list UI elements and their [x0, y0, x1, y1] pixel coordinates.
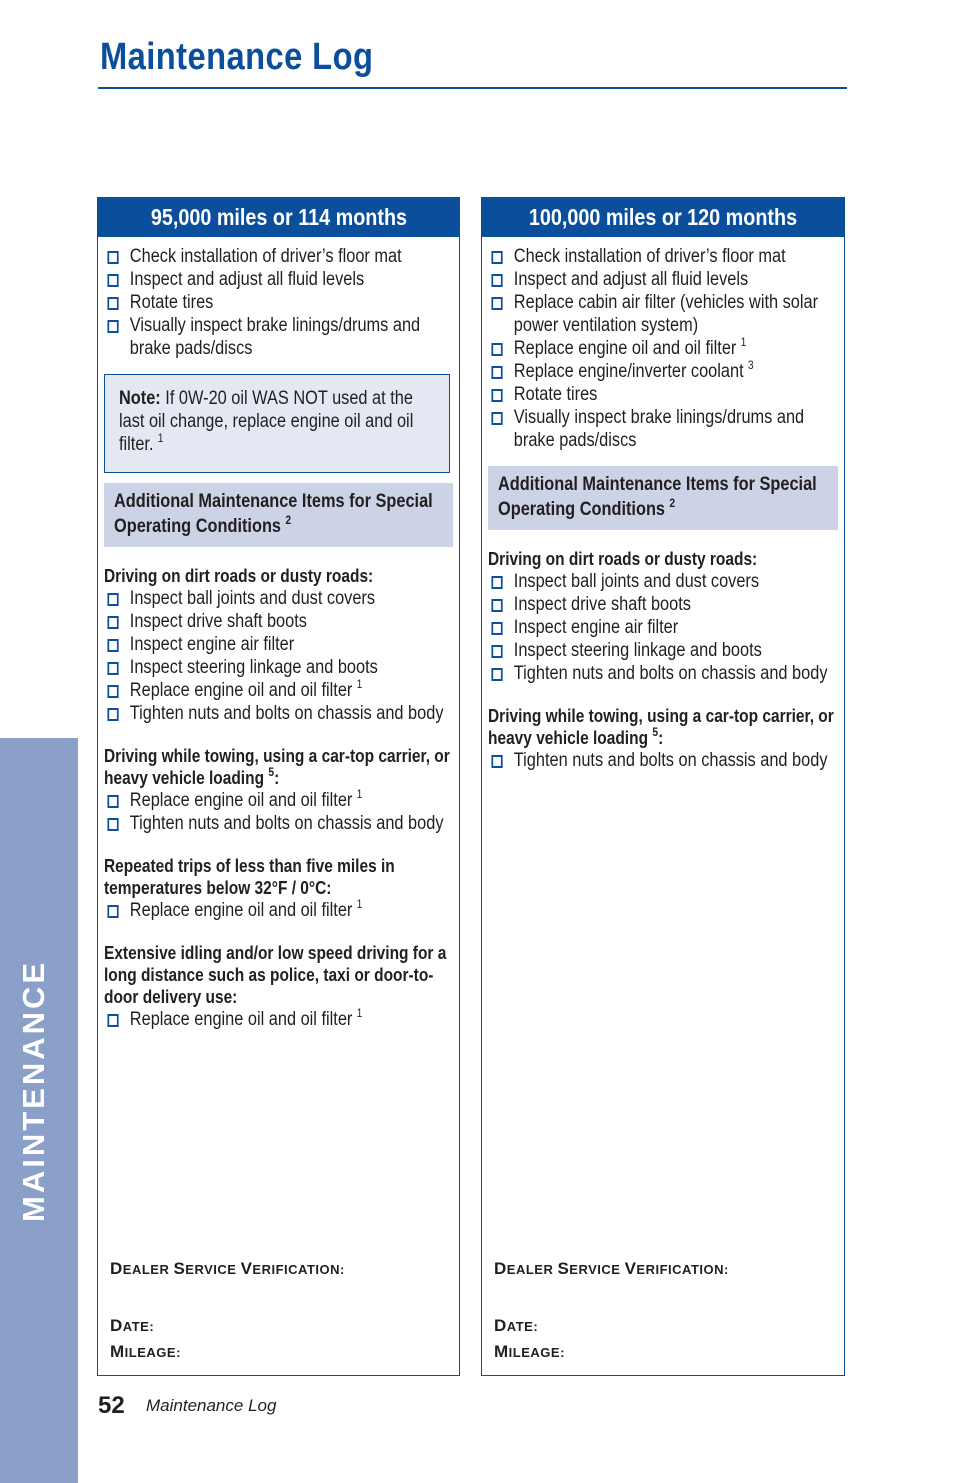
condition-heading: Driving while towing, using a car-top carrier, or heavy vehicle loading $^5$:: [104, 746, 450, 788]
checklist-item[interactable]: Tighten nuts and bolts on chassis and body: [104, 812, 461, 835]
checkbox-icon[interactable]: [491, 599, 502, 612]
checklist-item[interactable]: Inspect engine air filter: [104, 633, 461, 656]
checkbox-icon[interactable]: [107, 708, 118, 721]
checklist-item[interactable]: Inspect drive shaft boots: [488, 593, 845, 616]
date-label: DATE:: [494, 1316, 539, 1335]
interval-panel-100000: [481, 197, 845, 1376]
additional-items-banner: Additional Maintenance Items for Special Operating Conditions $^2$: [104, 483, 453, 547]
checkbox-icon[interactable]: [107, 685, 118, 698]
checklist-item[interactable]: Inspect ball joints and dust covers: [104, 587, 461, 610]
checklist-item[interactable]: Replace engine oil and oil filter $^1$: [104, 789, 461, 812]
checkbox-icon[interactable]: [107, 297, 118, 310]
note-label: Note:: [119, 388, 161, 409]
note-text: If 0W-20 oil WAS NOT used at the last oil change, replace engine oil and oil filter.: [119, 388, 414, 455]
condition-heading: Driving on dirt roads or dusty roads:: [104, 566, 374, 586]
checkbox-icon[interactable]: [491, 343, 502, 356]
page-title: Maintenance Log: [100, 36, 374, 78]
checklist-item[interactable]: Tighten nuts and bolts on chassis and body: [488, 749, 845, 772]
checkbox-icon[interactable]: [107, 616, 118, 629]
panel-heading: 100,000 miles or 120 months: [482, 198, 844, 237]
mileage-label: MILEAGE:: [110, 1342, 181, 1361]
title-rule: [98, 87, 847, 89]
checkbox-icon[interactable]: [107, 320, 118, 333]
checklist-item[interactable]: Tighten nuts and bolts on chassis and body: [104, 702, 461, 725]
checklist-item[interactable]: Inspect steering linkage and boots: [488, 639, 845, 662]
checklist-item[interactable]: Inspect steering linkage and boots: [104, 656, 461, 679]
checkbox-icon[interactable]: [491, 274, 502, 287]
footer-section-title: Maintenance Log: [146, 1396, 277, 1415]
checklist-item[interactable]: Rotate tires: [104, 291, 461, 314]
checklist-item[interactable]: Inspect ball joints and dust covers: [488, 570, 845, 593]
checkbox-icon[interactable]: [107, 593, 118, 606]
checkbox-icon[interactable]: [491, 297, 502, 310]
condition-heading: Driving on dirt roads or dusty roads:: [488, 549, 758, 569]
checklist-item[interactable]: Check installation of driver’s floor mat: [488, 245, 845, 268]
checklist-item[interactable]: Replace engine oil and oil filter $^1$: [488, 337, 845, 360]
condition-heading: Repeated trips of less than five miles in temperatures below 32°F / 0°C:: [104, 856, 395, 898]
checklist-item[interactable]: Inspect and adjust all fluid levels: [488, 268, 845, 291]
page-number: 52: [98, 1392, 125, 1419]
checkbox-icon[interactable]: [107, 818, 118, 831]
panel-heading: 95,000 miles or 114 months: [98, 198, 459, 237]
checklist-item[interactable]: Replace engine/inverter coolant $^3$: [488, 360, 845, 383]
checkbox-icon[interactable]: [107, 1014, 118, 1027]
checklist-item[interactable]: Visually inspect brake linings/drums and brake pads/discs: [488, 406, 845, 452]
checklist-item[interactable]: Rotate tires: [488, 383, 845, 406]
checklist-item[interactable]: Inspect drive shaft boots: [104, 610, 461, 633]
date-label: DATE:: [110, 1316, 155, 1335]
checkbox-icon[interactable]: [491, 389, 502, 402]
checkbox-icon[interactable]: [107, 251, 118, 264]
checkbox-icon[interactable]: [491, 755, 502, 768]
checklist-item[interactable]: Visually inspect brake linings/drums and brake pads/discs: [104, 314, 461, 360]
checklist-item[interactable]: Inspect engine air filter: [488, 616, 845, 639]
checkbox-icon[interactable]: [107, 662, 118, 675]
condition-heading: Extensive idling and/or low speed driving for a long distance such as police, taxi or door-to-door delivery use:: [104, 943, 447, 1007]
checklist-item[interactable]: Inspect and adjust all fluid levels: [104, 268, 461, 291]
checkbox-icon[interactable]: [107, 274, 118, 287]
checklist-item[interactable]: Tighten nuts and bolts on chassis and body: [488, 662, 845, 685]
interval-panel-95000: [97, 197, 460, 1376]
checklist-item[interactable]: Replace cabin air filter (vehicles with solar power ventilation system): [488, 291, 845, 337]
condition-heading: Driving while towing, using a car-top carrier, or heavy vehicle loading $^5$:: [488, 706, 834, 748]
checkbox-icon[interactable]: [491, 412, 502, 425]
checkbox-icon[interactable]: [107, 639, 118, 652]
checkbox-icon[interactable]: [491, 668, 502, 681]
checkbox-icon[interactable]: [491, 576, 502, 589]
section-side-label: MAINTENANCE: [16, 959, 51, 1222]
checklist-item[interactable]: Replace engine oil and oil filter $^1$: [104, 1008, 461, 1031]
checkbox-icon[interactable]: [491, 622, 502, 635]
note-box: Note: If 0W-20 oil WAS NOT used at the last oil change, replace engine oil and oil filter. $^1$: [104, 374, 450, 473]
checkbox-icon[interactable]: [491, 251, 502, 264]
checkbox-icon[interactable]: [107, 795, 118, 808]
dealer-verification-label: DEALER SERVICE VERIFICATION:: [110, 1259, 345, 1278]
dealer-verification-label: DEALER SERVICE VERIFICATION:: [494, 1259, 729, 1278]
checklist-item[interactable]: Replace engine oil and oil filter $^1$: [104, 899, 461, 922]
checkbox-icon[interactable]: [491, 645, 502, 658]
checkbox-icon[interactable]: [491, 366, 502, 379]
checklist-item[interactable]: Replace engine oil and oil filter $^1$: [104, 679, 461, 702]
additional-items-banner: Additional Maintenance Items for Special Operating Conditions $^2$: [488, 466, 838, 530]
mileage-label: MILEAGE:: [494, 1342, 565, 1361]
checkbox-icon[interactable]: [107, 905, 118, 918]
checklist-item[interactable]: Check installation of driver’s floor mat: [104, 245, 461, 268]
